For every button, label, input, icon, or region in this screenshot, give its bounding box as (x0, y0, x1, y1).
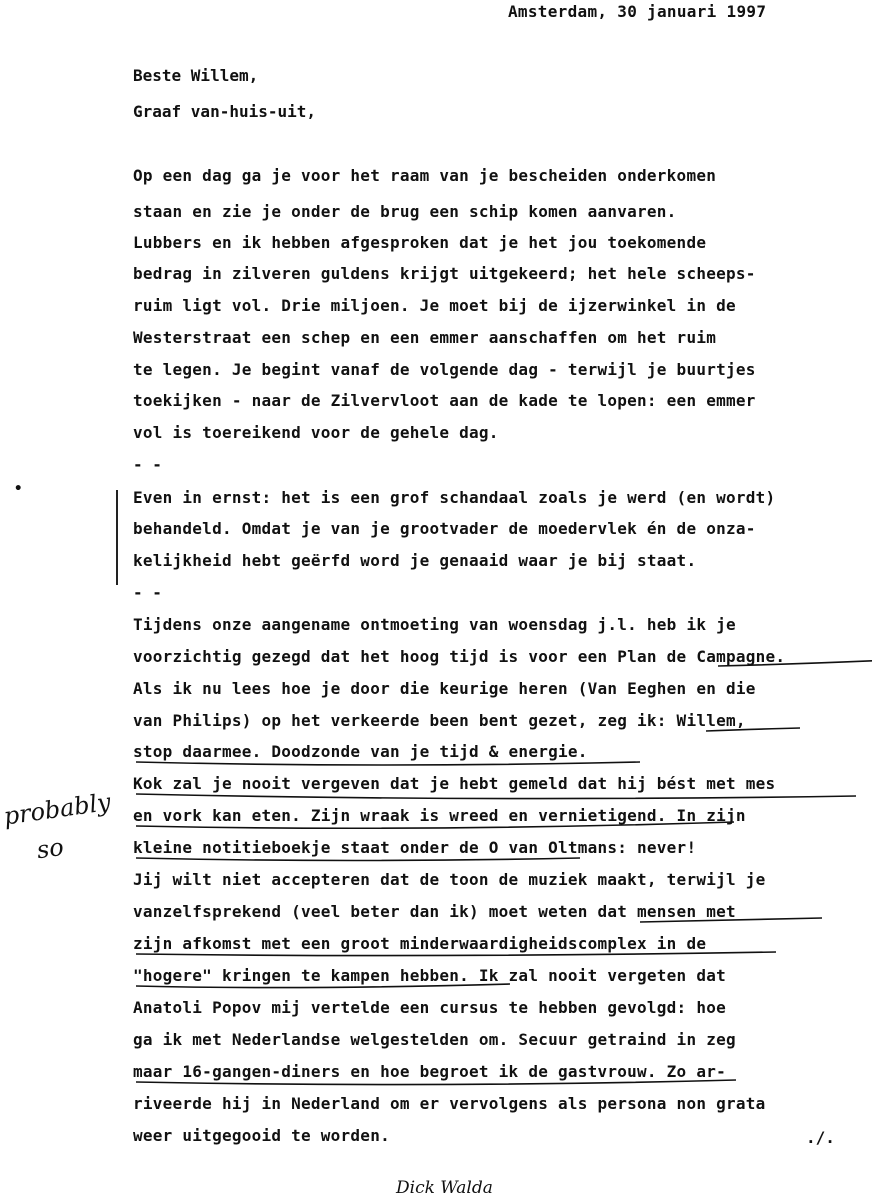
paragraph3-line: voorzichtig gezegd dat het hoog tijd is voor een Plan de Campagne. (133, 647, 786, 666)
continued-marker: ./. (806, 1128, 835, 1147)
paragraph3-line: Kok zal je nooit vergeven dat je hebt gemeld dat hij bést met mes (133, 774, 776, 793)
paragraph3-line: "hogere" kringen te kampen hebben. Ik zal nooit vergeten dat (133, 966, 726, 985)
separator-dashes: - - (133, 455, 162, 474)
signature: Dick Walda (396, 1178, 493, 1198)
paragraph1-line: vol is toereikend voor de gehele dag. (133, 423, 499, 442)
paragraph2-line: kelijkheid hebt geërfd word je genaaid waar je bij staat. (133, 551, 697, 570)
margin-dot: • (14, 481, 23, 497)
paragraph3-line: Tijdens onze aangename ontmoeting van woensdag j.l. heb ik je (133, 615, 736, 634)
paragraph1-line: staan en zie je onder de brug een schip komen aanvaren. (133, 202, 677, 221)
paragraph3-line: Als ik nu lees hoe je door die keurige heren (Van Eeghen en die (133, 679, 756, 698)
margin-note-line-1: probably (1, 787, 113, 831)
paragraph1-line: ruim ligt vol. Drie miljoen. Je moet bij de ijzerwinkel in de (133, 296, 736, 315)
paragraph1-line: Op een dag ga je voor het raam van je bescheiden onderkomen (133, 166, 717, 185)
paragraph3-line: zijn afkomst met een groot minderwaardigheidscomplex in de (133, 934, 707, 953)
salutation-line-1: Beste Willem, (133, 66, 259, 85)
letter-date: Amsterdam, 30 januari 1997 (508, 2, 767, 21)
paragraph3-line: en vork kan eten. Zijn wraak is wreed en vernietigend. In zijn (133, 806, 746, 825)
paragraph3-line: van Philips) op het verkeerde been bent gezet, zeg ik: Willem, (133, 711, 746, 730)
paragraph2-line: behandeld. Omdat je van je grootvader de moedervlek én de onza- (133, 519, 756, 538)
paragraph1-line: Lubbers en ik hebben afgesproken dat je het jou toekomende (133, 233, 707, 252)
paragraph1-line: Westerstraat een schep en een emmer aanschaffen om het ruim (133, 328, 717, 347)
paragraph1-line: te legen. Je begint vanaf de volgende dag - terwijl je buurtjes (133, 360, 756, 379)
paragraph1-line: toekijken - naar de Zilvervloot aan de kade te lopen: een emmer (133, 391, 756, 410)
paragraph3-line: Anatoli Popov mij vertelde een cursus te hebben gevolgd: hoe (133, 998, 726, 1017)
paragraph2-line: Even in ernst: het is een grof schandaal zoals je werd (en wordt) (133, 488, 776, 507)
paragraph3-line: stop daarmee. Doodzonde van je tijd & energie. (133, 742, 588, 761)
paragraph3-line: Jij wilt niet accepteren dat de toon de muziek maakt, terwijl je (133, 870, 766, 889)
paragraph3-line: maar 16-gangen-diners en hoe begroet ik de gastvrouw. Zo ar- (133, 1062, 726, 1081)
separator-dashes: - - (133, 583, 162, 602)
salutation-line-2: Graaf van-huis-uit, (133, 102, 317, 121)
paragraph3-line: ga ik met Nederlandse welgestelden om. Secuur getraind in zeg (133, 1030, 736, 1049)
paragraph3-line: weer uitgegooid te worden. (133, 1126, 390, 1145)
paragraph3-line: riveerde hij in Nederland om er vervolgens als persona non grata (133, 1094, 766, 1113)
paragraph3-line: kleine notitieboekje staat onder de O van Oltmans: never! (133, 838, 697, 857)
paragraph1-line: bedrag in zilveren guldens krijgt uitgekeerd; het hele scheeps- (133, 264, 756, 283)
paragraph3-line: vanzelfsprekend (veel beter dan ik) moet weten dat mensen met (133, 902, 736, 921)
margin-note-line-2: so (34, 832, 66, 865)
